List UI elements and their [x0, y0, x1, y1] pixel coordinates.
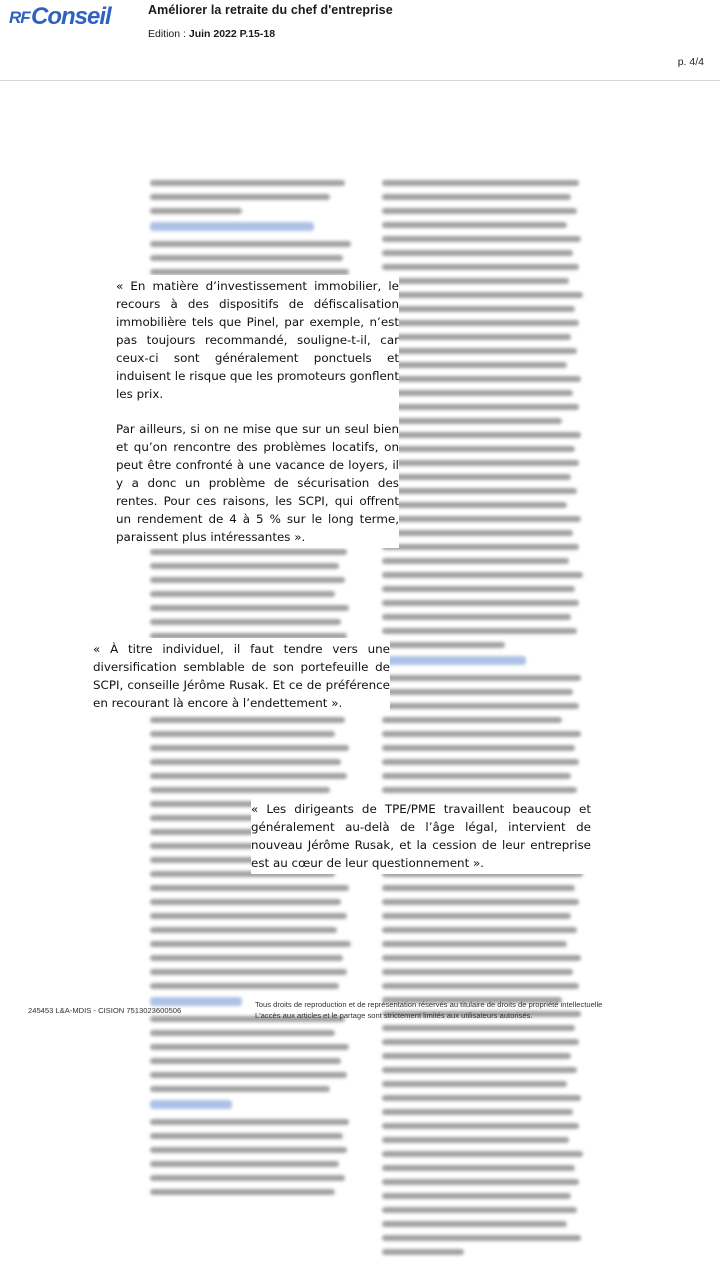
- quote-paragraph: Par ailleurs, si on ne mise que sur un seul bien et qu’on rencontre des problèmes locatifs, on peut être confronté à une vacance de loyers, il y a donc un problème de sécurisation des rentes. Pour ces raisons, les SCPI, qui offrent un rendement de 4 à 5 % sur le long terme, paraissent plus intéressantes ».: [116, 422, 399, 544]
- rfconseil-logo: [9, 4, 129, 30]
- page-number: p. 4/4: [677, 56, 704, 68]
- header-divider: [0, 80, 720, 81]
- quote-paragraph: « À titre individuel, il faut tendre vers une diversification semblable de son portefeuille de SCPI, conseille Jérôme Rusak. Et ce de préférence en recourant là encore à l’endettement ».: [93, 642, 390, 710]
- edition-value: Juin 2022 P.15-18: [188, 28, 276, 40]
- article-title: Améliorer la retraite du chef d'entreprise: [148, 3, 393, 17]
- edition-label: Edition :: [148, 28, 189, 40]
- quote-paragraph: « Les dirigeants de TPE/PME travaillent beaucoup et généralement au-delà de l’âge légal, intervient de nouveau Jérôme Rusak, et la cession de leur entreprise est au cœur de leur questionnement ».: [251, 802, 591, 870]
- quote-paragraph: « En matière d’investissement immobilier, le recours à des dispositifs de défiscalisation immobilière tels que Pinel, par exemple, n’est pas toujours recommandé, souligne-t-il, car ceux-ci sont généralement ponctuels et induisent le risque que les promoteurs gonflent les prix.: [116, 279, 399, 401]
- document-header: [0, 0, 720, 80]
- pull-quote-investissement: [116, 275, 399, 548]
- pull-quote-dirigeants: [251, 798, 591, 874]
- blurred-column-right: [382, 180, 587, 1263]
- edition-line: [148, 28, 275, 40]
- logo-rf: RF: [9, 8, 30, 27]
- copyright-line-2: L'accès aux articles et le partage sont strictement limités aux utilisateurs autorisés.: [255, 1011, 533, 1020]
- copyright-line-1: Tous droits de reproduction et de représentation réservés au titulaire de droits de propriété intellectuelle: [255, 1000, 603, 1009]
- footer-reference: 245453 L&A-MDIS - CISION 7513023600506: [28, 1006, 182, 1015]
- pull-quote-diversification: [93, 638, 390, 714]
- logo-conseil: Conseil: [31, 3, 111, 30]
- footer-copyright: [255, 999, 695, 1021]
